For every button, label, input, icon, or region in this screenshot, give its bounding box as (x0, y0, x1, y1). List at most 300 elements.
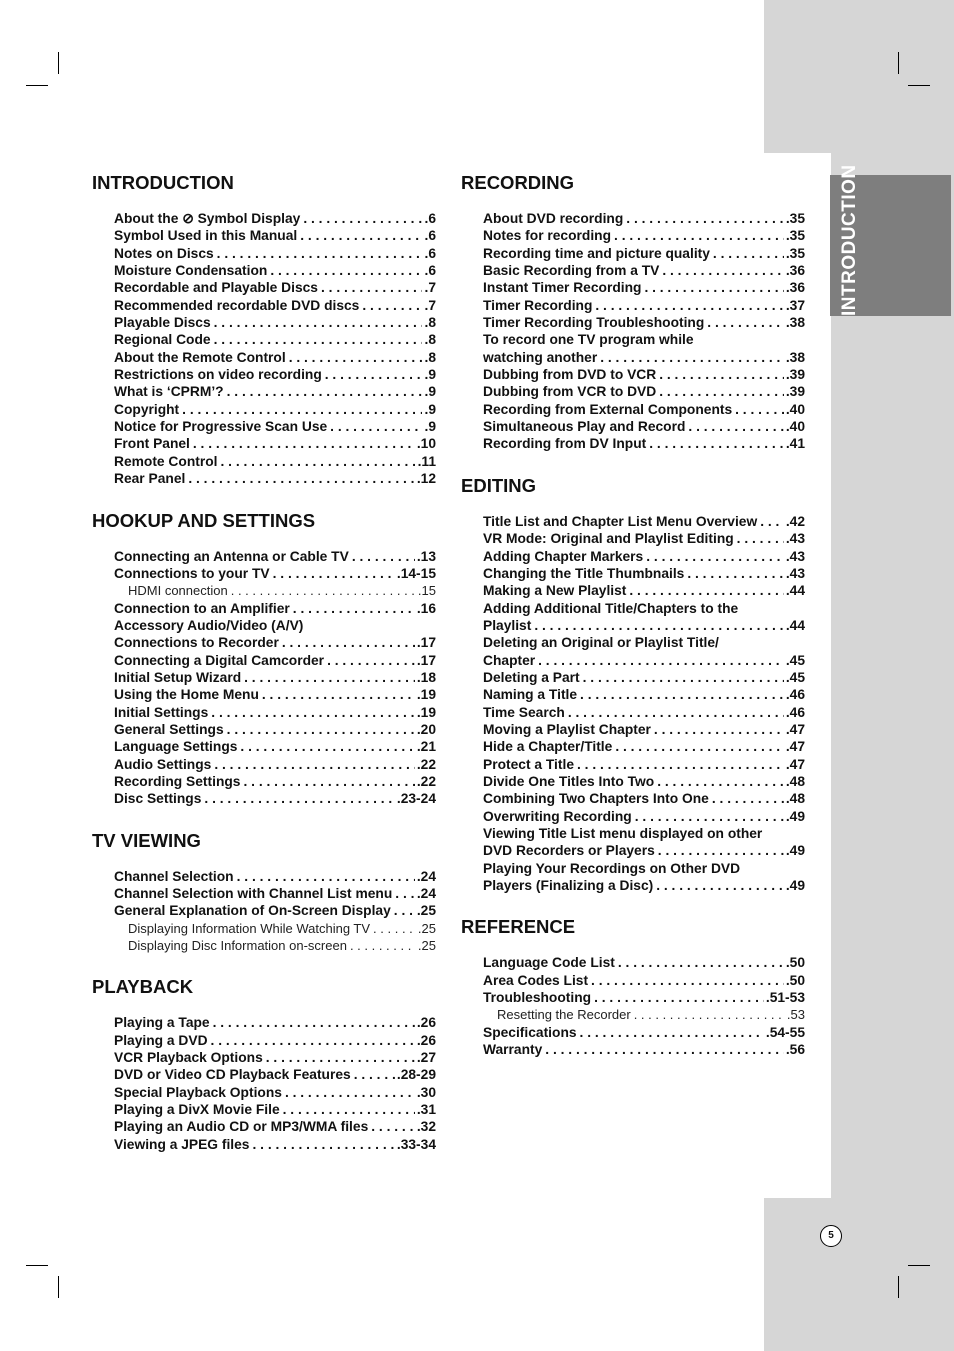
dot-leader (188, 470, 414, 487)
toc-entry (114, 738, 436, 755)
dot-leader (591, 972, 784, 989)
dot-leader (283, 1101, 415, 1118)
toc-page-number: .45 (785, 669, 805, 685)
toc-page-number: .38 (785, 349, 805, 365)
dot-leader (244, 669, 415, 686)
toc-entry-title: VR Mode: Original and Playlist Editing (483, 531, 734, 547)
dot-leader (282, 634, 415, 651)
dot-leader (240, 738, 414, 755)
toc-page-number: .22 (416, 756, 436, 772)
toc-entry-title: Viewing Title List menu displayed on other (483, 826, 763, 841)
toc-page-number: .50 (785, 955, 805, 971)
toc-entry-title: Playing a DVD (114, 1032, 208, 1048)
toc-entry (483, 704, 805, 721)
toc-entry (114, 331, 436, 348)
dot-leader (252, 1136, 394, 1153)
toc-entry (114, 565, 436, 582)
dot-leader (577, 756, 784, 773)
toc-entry-title: Basic Recording from a TV (483, 263, 660, 279)
toc-entry-title: Displaying Disc Information on-screen (128, 938, 347, 954)
toc-page-number: .6 (424, 211, 436, 226)
toc-entry (114, 314, 436, 331)
toc-entry-title: Language Settings (114, 739, 238, 755)
toc-entry-title: Connection to an Amplifier (114, 600, 290, 616)
crop-mark (58, 1276, 59, 1298)
toc-entry (483, 989, 805, 1006)
dot-leader (321, 279, 423, 296)
dot-leader (534, 617, 783, 634)
toc-entry (483, 738, 805, 755)
toc-entry (483, 418, 805, 435)
toc-entry-title: Chapter (483, 652, 536, 668)
toc-entry-title: Adding Chapter Markers (483, 548, 644, 564)
toc-entry-title: Special Playback Options (114, 1084, 282, 1100)
toc-page-number: .8 (424, 332, 436, 348)
toc-entry-title: Recording from DV Input (483, 436, 647, 452)
toc-page-number: .15 (417, 583, 436, 599)
toc-page-number: .17 (416, 635, 436, 651)
toc-entry (114, 418, 436, 435)
dot-leader (615, 738, 784, 755)
dot-leader (737, 530, 784, 547)
crop-mark (58, 52, 59, 74)
toc-entry (114, 210, 436, 227)
toc-entry (483, 262, 805, 279)
toc-left-column (92, 170, 436, 1173)
dot-leader (325, 366, 423, 383)
toc-entry-title: Warranty (483, 1042, 543, 1058)
toc-entry (114, 686, 436, 703)
toc-entry-title: Dubbing from VCR to DVD (483, 384, 657, 400)
toc-entry-title: General Explanation of On-Screen Display (114, 903, 391, 919)
toc-page-number: .24 (416, 886, 436, 901)
toc-entry-title: To record one TV program while (483, 332, 694, 348)
toc-page-number: .8 (424, 349, 436, 365)
toc-page-number: .37 (785, 297, 805, 313)
toc-page-number: .19 (416, 687, 436, 703)
toc-page-number: .28-29 (396, 1067, 436, 1083)
toc-page-number: .43 (785, 565, 805, 581)
toc-page-number: .7 (424, 297, 436, 313)
dot-leader (595, 297, 783, 314)
dot-leader (707, 314, 784, 331)
toc-entry-title: Audio Settings (114, 756, 212, 772)
toc-page-number: .30 (416, 1084, 436, 1100)
toc-entry (114, 435, 436, 452)
toc-entry-title: Simultaneous Play and Record (483, 419, 686, 435)
toc-entry-title: Regional Code (114, 332, 211, 348)
toc-entry-title: Viewing a JPEG files (114, 1136, 250, 1152)
toc-page-number: .31 (416, 1102, 436, 1118)
dot-leader (646, 548, 784, 565)
toc-entry-title: Rear Panel (114, 471, 186, 487)
toc-section-tv-viewing (92, 828, 436, 955)
dot-leader (395, 885, 415, 902)
dot-leader (580, 1024, 764, 1041)
toc-page-number: .39 (785, 367, 805, 383)
toc-page-number: .26 (416, 1015, 436, 1031)
dot-leader (583, 669, 784, 686)
section-heading: PLAYBACK (92, 976, 194, 998)
toc-entry-title: Deleting an Original or Playlist Title/ (483, 635, 719, 651)
dot-leader (327, 652, 415, 669)
toc-page-number: .40 (785, 401, 805, 417)
dot-leader (713, 245, 784, 262)
toc-entry (483, 721, 805, 738)
toc-entry (114, 721, 436, 738)
toc-page-number: .9 (424, 384, 436, 400)
toc-entry (483, 565, 805, 582)
toc-entry (114, 227, 436, 244)
toc-page-number: .32 (416, 1119, 436, 1135)
toc-page-number: .54-55 (765, 1024, 805, 1040)
dot-leader (213, 1014, 415, 1031)
toc-entry-title: Adding Additional Title/Chapters to the (483, 600, 739, 616)
dot-leader (243, 773, 414, 790)
toc-entry (483, 652, 805, 669)
toc-page-number: .33-34 (396, 1136, 436, 1152)
toc-section-playback (92, 974, 436, 1153)
dot-leader (662, 262, 783, 279)
toc-entry-title: HDMI connection (128, 583, 228, 599)
toc-entry-title: watching another (483, 349, 598, 365)
toc-entry (114, 652, 436, 669)
crop-mark (26, 1265, 48, 1266)
toc-entry (114, 366, 436, 383)
toc-entry (114, 470, 436, 487)
toc-entry-title: Protect a Title (483, 756, 574, 772)
dot-leader (352, 548, 415, 565)
toc-page-number: .50 (785, 972, 805, 988)
toc-page-number: .11 (417, 453, 436, 469)
toc-entry (483, 383, 805, 400)
dot-leader (204, 790, 394, 807)
toc-entry (114, 902, 436, 919)
margin-band-top (764, 0, 954, 153)
section-heading: INTRODUCTION (92, 172, 234, 193)
toc-entry (114, 453, 436, 470)
dot-leader (568, 704, 784, 721)
toc-page-number: .53 (786, 1007, 805, 1023)
dot-leader (289, 349, 423, 366)
toc-entry-title: Notes on Discs (114, 245, 214, 261)
section-heading: EDITING (461, 474, 537, 496)
dot-leader (217, 245, 423, 262)
section-tab-label: INTRODUCTION (839, 164, 860, 316)
toc-page-number: .46 (785, 704, 805, 720)
dot-leader (657, 773, 784, 790)
toc-entry (114, 617, 436, 634)
toc-entry-list (114, 868, 436, 955)
toc-entry (114, 773, 436, 790)
crop-mark (898, 1276, 899, 1298)
toc-entry (114, 1014, 436, 1031)
crop-mark (26, 85, 48, 86)
toc-page-number: .8 (424, 315, 436, 331)
toc-page-number: .6 (424, 263, 436, 279)
toc-entry-title: Naming a Title (483, 687, 578, 703)
toc-entry (483, 808, 805, 825)
section-heading: REFERENCE (461, 916, 576, 938)
toc-entry-title: Accessory Audio/Video (A/V) (114, 617, 304, 633)
toc-entry-title: Copyright (114, 401, 180, 417)
toc-entry (114, 1084, 436, 1101)
dot-leader (659, 383, 784, 400)
dot-leader (303, 210, 422, 227)
toc-entry (483, 1024, 805, 1041)
toc-page-number: .48 (785, 791, 805, 807)
toc-entry-title: DVD Recorders or Players (483, 843, 655, 859)
toc-entry-title: Symbol Used in this Manual (114, 228, 298, 244)
toc-page-number: .16 (416, 600, 436, 616)
toc-page-number: .43 (785, 531, 805, 547)
toc-page-number: .23-24 (396, 791, 436, 807)
toc-page-number: .49 (785, 843, 805, 859)
toc-page-number: .6 (424, 228, 436, 244)
dot-leader (373, 920, 416, 937)
toc-entry (114, 383, 436, 400)
toc-entry (483, 297, 805, 314)
toc-entry-title: What is ‘CPRM’? (114, 384, 224, 400)
toc-entry (483, 954, 805, 971)
toc-entry-title: Instant Timer Recording (483, 280, 642, 296)
toc-entry-title: Specifications (483, 1024, 577, 1040)
toc-entry (114, 634, 436, 651)
toc-entry (114, 1032, 436, 1049)
toc-entry (483, 366, 805, 383)
dot-leader (594, 989, 764, 1006)
dot-leader (626, 210, 784, 227)
toc-entry-title: Recording time and picture quality (483, 245, 710, 261)
toc-entry-title: Time Search (483, 704, 565, 720)
toc-page-number: .12 (416, 471, 436, 487)
toc-entry-title: About DVD recording (483, 211, 624, 226)
dot-leader (214, 756, 414, 773)
toc-entry (114, 548, 436, 565)
toc-page-number: .49 (785, 808, 805, 824)
toc-entry-title: Deleting a Part (483, 669, 580, 685)
toc-page-number: .40 (785, 419, 805, 435)
toc-page-number: .27 (416, 1050, 436, 1066)
toc-entry-title: Moisture Condensation (114, 263, 268, 279)
toc-section-reference (461, 914, 805, 1058)
dot-leader (644, 279, 783, 296)
toc-page-number: .25 (417, 920, 436, 936)
toc-entry-title: Playing an Audio CD or MP3/WMA files (114, 1119, 369, 1135)
toc-entry-title: Notes for recording (483, 228, 612, 244)
dot-leader (182, 401, 422, 418)
toc-entry-title: Connections to your TV (114, 565, 270, 581)
toc-entry (483, 530, 805, 547)
toc-section-editing (461, 473, 805, 895)
toc-entry-title: Connecting a Digital Camcorder (114, 652, 325, 668)
toc-entry-title: About the Remote Control (114, 349, 286, 365)
dot-leader (330, 418, 422, 435)
section-heading: TV VIEWING (92, 829, 201, 851)
toc-section-introduction (92, 170, 436, 488)
dot-leader (634, 1006, 785, 1023)
crop-mark (898, 52, 899, 74)
dot-leader (211, 1032, 415, 1049)
toc-entry (114, 349, 436, 366)
toc-entry-title: Restrictions on video recording (114, 367, 322, 383)
dot-leader (614, 227, 784, 244)
toc-page-number: .42 (785, 513, 805, 529)
toc-subentry (114, 920, 436, 937)
dot-leader (649, 435, 784, 452)
dot-leader (394, 902, 415, 919)
toc-entry-title: Connections to Recorder (114, 635, 279, 651)
toc-entry-title: Recording from External Components (483, 401, 733, 417)
dot-leader (350, 937, 416, 954)
toc-entry (483, 548, 805, 565)
dot-leader (618, 954, 784, 971)
toc-section-hookup-and-settings (92, 508, 436, 808)
dot-leader (654, 721, 784, 738)
toc-entry (483, 279, 805, 296)
dot-leader (760, 513, 784, 530)
toc-page-number: .36 (785, 263, 805, 279)
toc-entry-title: About the ⊘ Symbol Display (114, 211, 301, 226)
toc-page-number: .38 (785, 315, 805, 331)
dot-leader (600, 349, 784, 366)
toc-entry-title: Playlist (483, 617, 532, 633)
toc-entry (483, 331, 805, 348)
toc-entry-title: Timer Recording (483, 297, 593, 313)
toc-page-number: .43 (785, 548, 805, 564)
toc-entry (483, 600, 805, 617)
toc-entry-title: Connecting an Antenna or Cable TV (114, 548, 349, 564)
toc-entry-list (114, 210, 436, 488)
dot-leader (658, 842, 784, 859)
toc-subentry (114, 937, 436, 954)
dot-leader (735, 401, 784, 418)
toc-entry-list (483, 513, 805, 895)
toc-page-number: .39 (785, 384, 805, 400)
dot-leader (193, 435, 415, 452)
dot-leader (273, 565, 395, 582)
toc-entry (483, 582, 805, 599)
section-heading: HOOKUP AND SETTINGS (92, 509, 316, 531)
toc-entry (114, 1049, 436, 1066)
toc-page-number: .46 (785, 687, 805, 703)
toc-entry (483, 513, 805, 530)
toc-entry (483, 314, 805, 331)
toc-page-number: .35 (785, 211, 805, 226)
toc-entry (483, 773, 805, 790)
dot-leader (262, 686, 415, 703)
toc-page-number: .7 (424, 280, 436, 296)
dot-leader (227, 383, 423, 400)
toc-page-number: .17 (416, 652, 436, 668)
dot-leader (270, 262, 422, 279)
toc-page-number: .9 (424, 367, 436, 383)
toc-entry (483, 349, 805, 366)
toc-entry-title: Overwriting Recording (483, 808, 632, 824)
toc-entry (114, 885, 436, 902)
dot-leader (656, 877, 784, 894)
toc-entry-title: Resetting the Recorder (497, 1007, 631, 1023)
dot-leader (687, 565, 783, 582)
toc-entry-title: VCR Playback Options (114, 1050, 263, 1066)
toc-entry-title: Making a New Playlist (483, 583, 627, 599)
toc-entry-list (114, 1014, 436, 1153)
dot-leader (629, 582, 783, 599)
toc-entry (483, 790, 805, 807)
toc-entry-title: General Settings (114, 721, 224, 737)
toc-entry-list (114, 548, 436, 808)
toc-entry-title: Channel Selection with Channel List menu (114, 886, 393, 901)
toc-entry (483, 227, 805, 244)
toc-page-number: .13 (416, 548, 436, 564)
toc-page-number: .19 (416, 704, 436, 720)
dot-leader (659, 366, 784, 383)
toc-entry-title: Front Panel (114, 436, 190, 452)
toc-entry (483, 435, 805, 452)
toc-page-number: .44 (785, 617, 805, 633)
toc-page-number: .22 (416, 773, 436, 789)
toc-entry-title: Timer Recording Troubleshooting (483, 315, 705, 331)
toc-page-number: .41 (785, 436, 805, 452)
toc-entry (483, 825, 805, 842)
toc-page-number: .44 (785, 583, 805, 599)
toc-entry-title: Notice for Progressive Scan Use (114, 419, 328, 435)
toc-page-number: .25 (416, 903, 436, 919)
toc-entry-title: Using the Home Menu (114, 687, 259, 703)
toc-entry (114, 245, 436, 262)
toc-page-number: .10 (416, 436, 436, 452)
toc-entry-title: Players (Finalizing a Disc) (483, 878, 654, 894)
toc-entry (114, 1066, 436, 1083)
toc-entry-title: Title List and Chapter List Menu Overview (483, 513, 758, 529)
toc-page-number: .9 (424, 401, 436, 417)
crop-mark (908, 85, 930, 86)
toc-entry-title: Disc Settings (114, 791, 202, 807)
toc-page-number: .48 (785, 773, 805, 789)
toc-entry (114, 868, 436, 885)
toc-page-number: .49 (785, 878, 805, 894)
toc-entry-title: Combining Two Chapters Into One (483, 791, 709, 807)
toc-entry (114, 704, 436, 721)
dot-leader (580, 686, 784, 703)
dot-leader (237, 868, 415, 885)
toc-entry-title: Troubleshooting (483, 990, 592, 1006)
toc-entry-title: Initial Setup Wizard (114, 669, 242, 685)
toc-entry (114, 1118, 436, 1135)
toc-page-number: .47 (785, 721, 805, 737)
dot-leader (231, 582, 416, 599)
toc-entry-title: Recordable and Playable Discs (114, 280, 318, 296)
dot-leader (300, 227, 422, 244)
toc-entry (483, 617, 805, 634)
toc-entry-list (483, 954, 805, 1058)
toc-entry (114, 600, 436, 617)
toc-page-number: .56 (785, 1042, 805, 1058)
toc-entry (483, 860, 805, 877)
toc-entry-title: Changing the Title Thumbnails (483, 565, 685, 581)
page-number: 5 (820, 1225, 842, 1247)
toc-entry (483, 245, 805, 262)
toc-page-number: .47 (785, 739, 805, 755)
toc-entry (114, 1136, 436, 1153)
toc-entry (114, 279, 436, 296)
toc-entry (114, 262, 436, 279)
dot-leader (220, 453, 415, 470)
dot-leader (712, 790, 784, 807)
section-heading: RECORDING (461, 172, 575, 193)
toc-page-number: .35 (785, 228, 805, 244)
toc-page-number: .47 (785, 756, 805, 772)
